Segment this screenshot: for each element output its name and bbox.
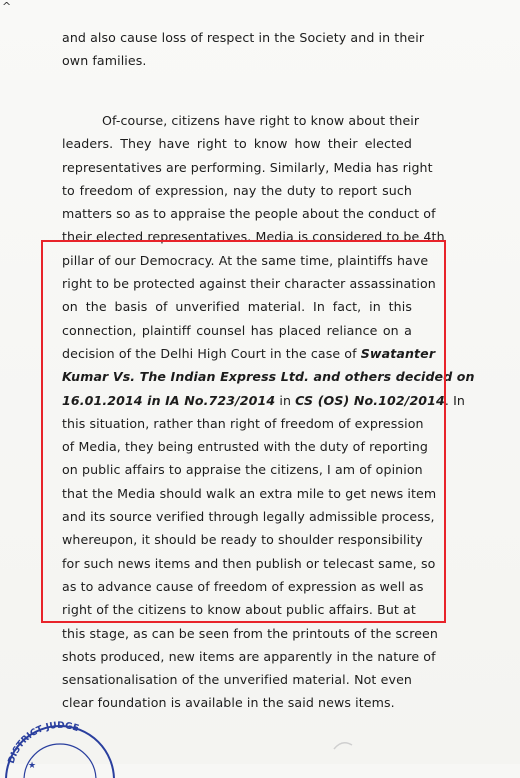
court-stamp [0, 718, 120, 778]
text-line: matters so as to appraise the people about the conduct of [62, 206, 436, 222]
text-line: for such news items and then publish or telecast same, so [62, 555, 436, 571]
corner-mark: ^ [2, 0, 12, 13]
svg-text:DISTRICT JUDGE [7, 721, 80, 765]
text-line: leaders. They have right to know how their elected [62, 136, 412, 152]
text-run: in [275, 392, 296, 408]
text-line: right to be protected against their character assassination [62, 276, 436, 292]
case-ref-bold: 16.01.2014 in IA No.723/2014 [62, 392, 276, 408]
highlight-box [41, 240, 446, 623]
text-line: on the basis of unverified material. In fact, in this [62, 299, 412, 315]
text-line: own families. [62, 53, 147, 69]
text-line: on public affairs to appraise the citizens, I am of opinion [62, 462, 423, 478]
text-line: and also cause loss of respect in the Society and in their [62, 30, 425, 45]
faint-ink-mark [330, 735, 360, 755]
text-run: decision of the Delhi High Court in the case of [62, 345, 361, 361]
text-line: connection, plaintiff counsel has placed reliance on a [62, 322, 412, 338]
svg-text:★: ★ [28, 761, 37, 771]
text-line: and its source verified through legally admissible process, [62, 509, 435, 525]
text-line: that the Media should walk an extra mile to get news item [62, 485, 437, 501]
text-line: this stage, as can be seen from the printouts of the screen [62, 625, 438, 641]
text-line: sensationalisation of the unverified material. Not even [62, 672, 412, 688]
text-line: representatives are performing. Similarly, Media has right [62, 159, 433, 175]
case-name-bold: Swatanter [360, 345, 436, 361]
text-line: of Media, they being entrusted with the duty of reporting [62, 439, 428, 455]
text-line: as to advance cause of freedom of expression as well as [62, 578, 424, 594]
text-run: . In [444, 392, 466, 408]
text-line: this situation, rather than right of freedom of expression [62, 415, 424, 431]
text-line: Of-course, citizens have right to know about their [102, 113, 420, 128]
text-line: pillar of our Democracy. At the same time, plaintiffs have [62, 252, 429, 268]
text-line: their elected representatives. Media is considered to be 4th [62, 229, 445, 245]
text-line: whereupon, it should be ready to shoulder responsibility [62, 532, 423, 548]
case-number-bold: CS (OS) No.102/2014 [295, 392, 445, 408]
text-line: shots produced, new items are apparently in the nature of [62, 648, 436, 664]
text-line: to freedom of expression, nay the duty to report such [62, 182, 412, 198]
paragraph-1 [62, 26, 425, 73]
text-line: clear foundation is available in the said news items. [62, 695, 395, 711]
text-line: right of the citizens to know about public affairs. But at [62, 602, 416, 618]
case-name-bold: Kumar Vs. The Indian Express Ltd. and others decided on [62, 369, 475, 385]
stamp-text: DISTRICT JUDGE [6, 720, 80, 766]
